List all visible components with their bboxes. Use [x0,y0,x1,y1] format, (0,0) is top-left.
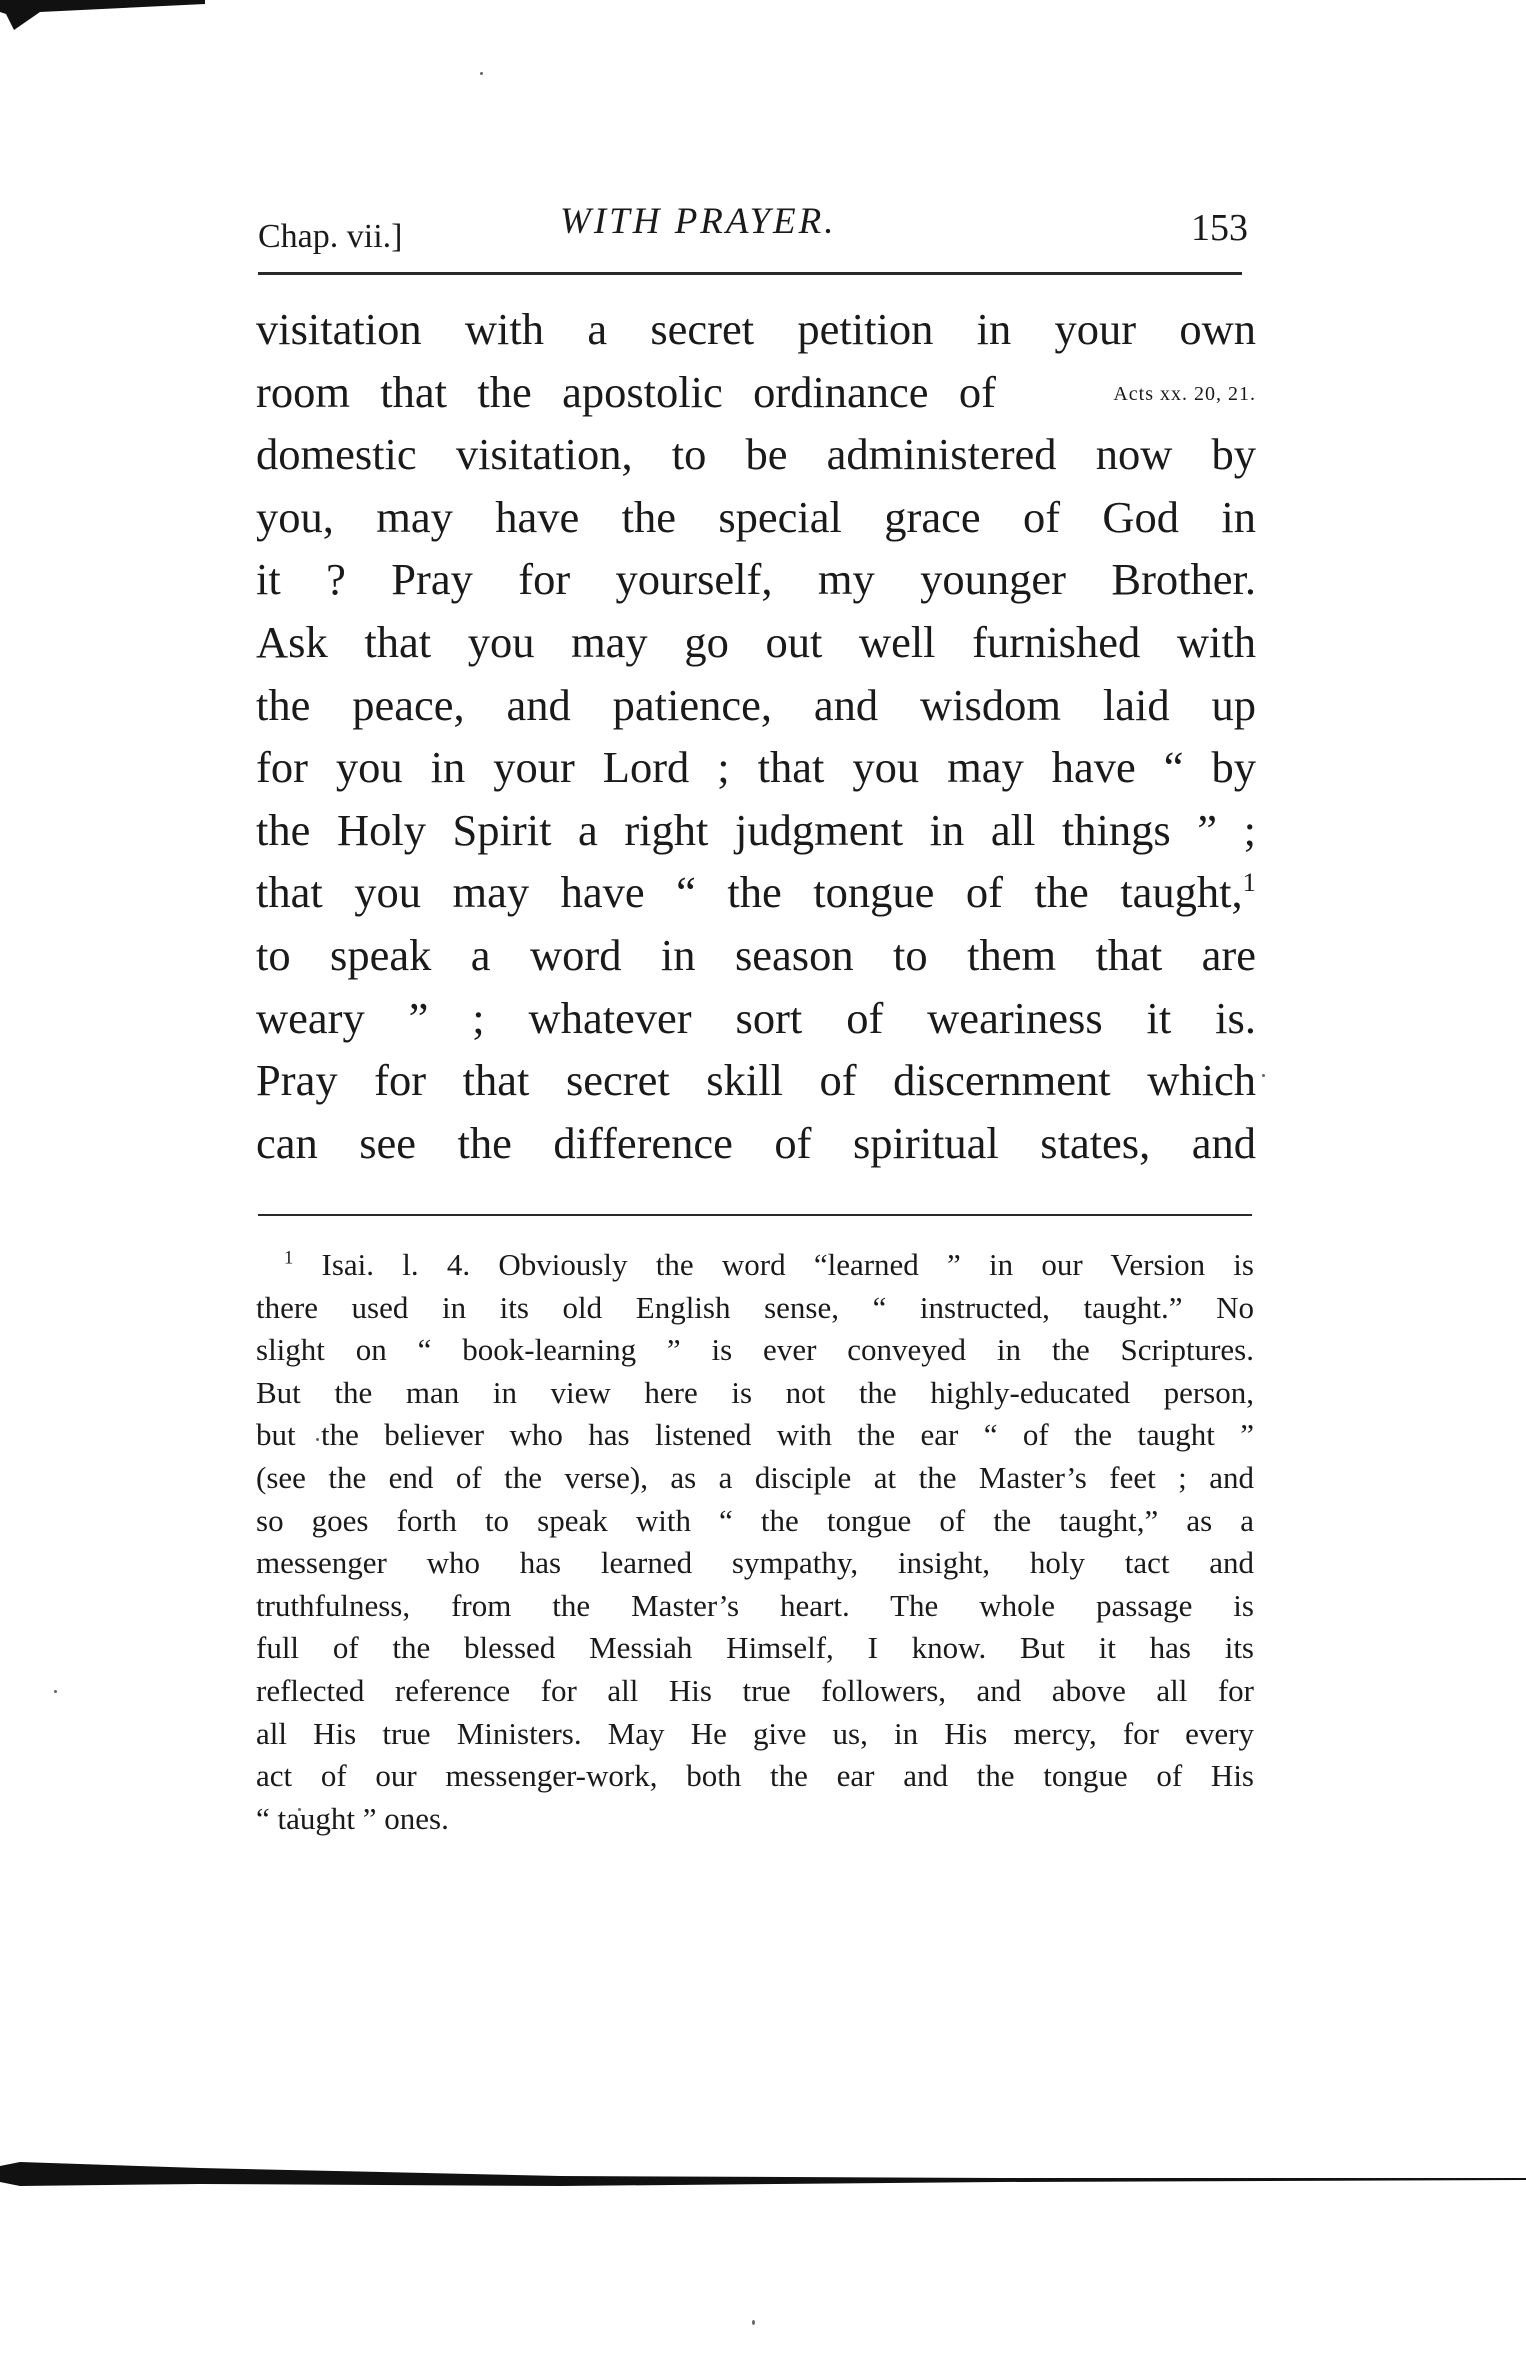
footnote-line: “ taught ” ones. [256,1800,449,1836]
body-line-with-margin-note [256,361,1256,424]
chapter-label: Chap. vii.] [258,218,403,255]
header-rule [258,272,1242,275]
body-line: can see the difference of spiritual states, and [256,1117,1256,1168]
scan-speck [1262,1074,1265,1077]
running-head [258,200,1248,260]
footnote-line: truthfulness, from the Master’s heart. The whole passage is [256,1587,1254,1623]
body-line: the peace, and patience, and wisdom laid up [256,679,1256,730]
footnote-line: act of our messenger-work, both the ear and the tongue of His [256,1758,1254,1794]
body-text [256,298,1256,1174]
body-line: Ask that you may go out well furnished with [256,616,1256,667]
footnote-line: (see the end of the verse), as a disciple at the Master’s feet ; and [256,1459,1254,1495]
body-line: to speak a word in season to them that are [256,929,1256,980]
footnote-line: messenger who has learned sympathy, insight, holy tact and [256,1545,1254,1581]
footnote-line: But the man in view here is not the highly-educated person, [256,1374,1254,1410]
footnote-line: all His true Ministers. May He give us, in His mercy, for every [256,1715,1254,1751]
scan-speck [480,72,483,75]
running-title: WITH PRAYER. [560,201,837,242]
footnote-marker: 1 [284,1247,294,1269]
footnote-first-line [256,1244,1254,1287]
margin-reference: Acts xx. 20, 21. [1113,382,1256,405]
footnote-rule [258,1214,1252,1216]
body-line: that you may have “ the tongue of the taught, [256,867,1243,918]
scan-speck [752,2320,755,2325]
footnote-line: so goes forth to speak with “ the tongue of the taught,” as a [256,1502,1254,1538]
body-line: it ? Pray for yourself, my younger Brother. [256,554,1256,605]
body-line: visitation with a secret petition in your own [256,304,1256,354]
page-number: 153 [1191,207,1248,249]
footnote-line: reflected reference for all His true followers, and above all for [256,1672,1254,1708]
footnote-line: slight on “ book-learning ” is ever conveyed in the Scriptures. [256,1332,1254,1368]
scan-edge-mark [0,0,205,34]
footnote [256,1244,1254,1840]
body-line: Pray for that secret skill of discernment which [256,1055,1256,1106]
body-line: for you in your Lord ; that you may have “ by [256,742,1256,793]
footnote-line: but the believer who has listened with the ear “ of the taught ” [256,1417,1254,1453]
body-line: weary ” ; whatever sort of weariness it is. [256,992,1256,1043]
body-line-with-footnote-ref [256,861,1256,924]
scan-bottom-bar [0,2156,1526,2196]
body-line: domestic visitation, to be administered now by [256,429,1256,480]
body-line: the Holy Spirit a right judgment in all things ” ; [256,804,1256,855]
body-line: room that the apostolic ordinance of [256,366,996,417]
footnote-line: full of the blessed Messiah Himself, I know. But it has its [256,1630,1254,1666]
scan-speck [54,1690,57,1693]
footnote-line: there used in its old English sense, “ instructed, taught.” No [256,1289,1254,1325]
footnote-ref: 1 [1242,867,1256,898]
footnote-line: Isai. l. 4. Obviously the word “learned ” in our Version is [321,1247,1254,1282]
body-line: you, may have the special grace of God in [256,491,1256,542]
